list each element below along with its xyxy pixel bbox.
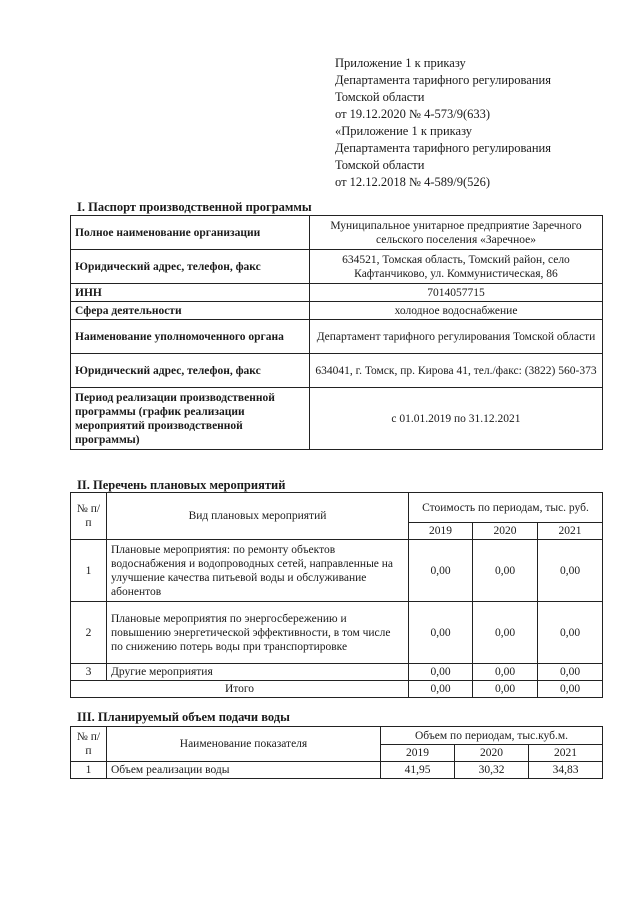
cost-value: 0,00 (409, 664, 473, 681)
measure-name: Плановые мероприятия: по ремонту объектов водоснабжения и водопроводных сетей, направленные на улучшение качества питьевой воды и обслуживание абонентов (107, 540, 409, 602)
passport-label: Сфера деятельности (71, 302, 310, 320)
row-number: 2 (71, 602, 107, 664)
year-header: 2020 (455, 745, 529, 762)
cost-value: 0,00 (538, 664, 603, 681)
total-value: 0,00 (538, 681, 603, 698)
column-header-number: № п/п (71, 493, 107, 540)
passport-value: 634041, г. Томск, пр. Кирова 41, тел./факс: (3822) 560-373 (310, 354, 603, 388)
cost-value: 0,00 (538, 540, 603, 602)
header-line: от 12.12.2018 № 4-589/9(526) (335, 175, 491, 189)
section-title-passport: I. Паспорт производственной программы (77, 200, 312, 214)
passport-label: Юридический адрес, телефон, факс (71, 354, 310, 388)
table-row (71, 762, 603, 779)
passport-value: 634521, Томская область, Томский район, село Кафтанчиково, ул. Коммунистическая, 86 (310, 250, 603, 284)
table-header-row (71, 727, 603, 745)
volume-value: 30,32 (455, 762, 529, 779)
cost-value: 0,00 (409, 540, 473, 602)
row-number: 3 (71, 664, 107, 681)
table-total-row (71, 681, 603, 698)
year-header: 2019 (381, 745, 455, 762)
table-row (71, 216, 603, 250)
measures-table (70, 492, 603, 698)
cost-value: 0,00 (473, 602, 538, 664)
passport-label: Полное наименование организации (71, 216, 310, 250)
header-line: Приложение 1 к приказу (335, 56, 466, 70)
year-header: 2019 (409, 523, 473, 540)
passport-value: холодное водоснабжение (310, 302, 603, 320)
year-header: 2021 (538, 523, 603, 540)
table-header-row (71, 493, 603, 523)
total-value: 0,00 (409, 681, 473, 698)
cost-value: 0,00 (473, 664, 538, 681)
column-header-measure-type: Вид плановых мероприятий (107, 493, 409, 540)
table-row (71, 388, 603, 450)
cost-value: 0,00 (473, 540, 538, 602)
passport-value: Муниципальное унитарное предприятие Заречного сельского поселения «Заречное» (310, 216, 603, 250)
column-header-cost: Стоимость по периодам, тыс. руб. (409, 493, 603, 523)
table-row (71, 602, 603, 664)
table-row (71, 354, 603, 388)
cost-value: 0,00 (409, 602, 473, 664)
measure-name: Плановые мероприятия по энергосбережению и повышению энергетической эффективности, в том числе по снижению потерь воды при транспортировке (107, 602, 409, 664)
section-title-volume: III. Планируемый объем подачи воды (77, 710, 290, 724)
header-line: Томской области (335, 90, 425, 104)
column-header-indicator: Наименование показателя (107, 727, 381, 762)
measure-name: Другие мероприятия (107, 664, 409, 681)
passport-value: с 01.01.2019 по 31.12.2021 (310, 388, 603, 450)
header-line: Томской области (335, 158, 425, 172)
passport-label: ИНН (71, 284, 310, 302)
passport-value: Департамент тарифного регулирования Томской области (310, 320, 603, 354)
table-row (71, 284, 603, 302)
header-line: Департамента тарифного регулирования (335, 73, 551, 87)
column-header-number: № п/п (71, 727, 107, 762)
passport-table (70, 215, 603, 450)
volume-value: 41,95 (381, 762, 455, 779)
header-line: «Приложение 1 к приказу (335, 124, 473, 138)
header-line: Департамента тарифного регулирования (335, 141, 551, 155)
passport-label: Период реализации производственной программы (график реализации мероприятий производственной программы) (71, 388, 310, 450)
section-title-measures: II. Перечень плановых мероприятий (77, 478, 286, 492)
row-number: 1 (71, 540, 107, 602)
order-reference-header (335, 55, 551, 191)
volume-table (70, 726, 603, 779)
indicator-name: Объем реализации воды (107, 762, 381, 779)
year-header: 2021 (529, 745, 603, 762)
row-number: 1 (71, 762, 107, 779)
header-line: от 19.12.2020 № 4-573/9(633) (335, 107, 491, 121)
table-row (71, 664, 603, 681)
column-header-volume: Объем по периодам, тыс.куб.м. (381, 727, 603, 745)
passport-label: Наименование уполномоченного органа (71, 320, 310, 354)
passport-label: Юридический адрес, телефон, факс (71, 250, 310, 284)
passport-value: 7014057715 (310, 284, 603, 302)
total-value: 0,00 (473, 681, 538, 698)
year-header: 2020 (473, 523, 538, 540)
table-row (71, 320, 603, 354)
total-label: Итого (71, 681, 409, 698)
table-row (71, 540, 603, 602)
cost-value: 0,00 (538, 602, 603, 664)
volume-value: 34,83 (529, 762, 603, 779)
table-row (71, 250, 603, 284)
table-row (71, 302, 603, 320)
